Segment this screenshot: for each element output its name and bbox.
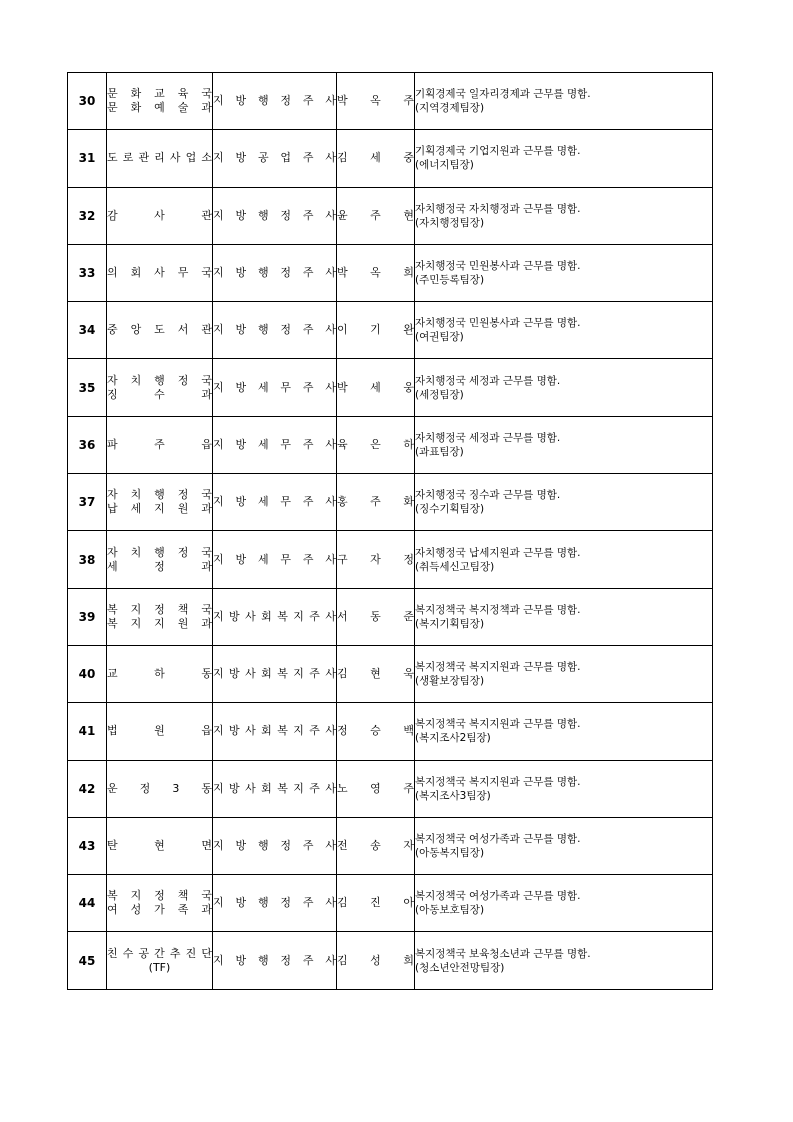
personnel-table-body <box>68 73 713 990</box>
department-cell <box>107 130 213 187</box>
rank-cell <box>213 474 337 531</box>
assignment-note-line: (여권팀장) <box>415 331 464 344</box>
rank-cell <box>213 416 337 473</box>
name-cell <box>337 817 415 874</box>
assignment-note-line: (지역경제팀장) <box>415 102 485 115</box>
department-line: 중 앙 도 서 관 <box>107 323 212 337</box>
department-line: 납 세 지 원 과 <box>107 502 212 516</box>
department-line: 운 정 3 동 <box>107 781 212 795</box>
row-number: 44 <box>68 875 107 932</box>
person-name: 박 세 웅 <box>337 380 414 394</box>
department-line: 복 지 지 원 과 <box>107 616 212 630</box>
row-number: 31 <box>68 130 107 187</box>
rank-text: 지 방 사 회 복 지 주 사 <box>213 609 336 623</box>
table-row <box>68 302 713 359</box>
assignment-note-line: 자치행정국 납세지원과 근무를 명함. <box>415 546 581 559</box>
name-cell <box>337 474 415 531</box>
assignment-note-line: (주민등록팀장) <box>415 274 485 287</box>
rank-text: 지 방 공 업 주 사 <box>213 151 336 165</box>
person-name: 구 자 정 <box>337 552 414 566</box>
name-cell <box>337 531 415 588</box>
row-number: 38 <box>68 531 107 588</box>
rank-cell <box>213 645 337 702</box>
table-row <box>68 588 713 645</box>
department-line: 문 화 교 육 국 <box>107 87 212 101</box>
assignment-note-line: 복지정책국 복지지원과 근무를 명함. <box>415 775 581 788</box>
table-row <box>68 932 713 989</box>
table-row <box>68 703 713 760</box>
row-number: 45 <box>68 932 107 989</box>
row-number: 30 <box>68 73 107 130</box>
row-number: 42 <box>68 760 107 817</box>
department-cell <box>107 73 213 130</box>
department-line: 교 하 동 <box>107 667 212 681</box>
person-name: 박 옥 주 <box>337 94 414 108</box>
assignment-note-line: 복지정책국 복지정책과 근무를 명함. <box>415 603 581 616</box>
rank-cell <box>213 875 337 932</box>
name-cell <box>337 703 415 760</box>
department-cell <box>107 244 213 301</box>
rank-text: 지 방 행 정 주 사 <box>213 839 336 852</box>
assignment-note-line: 기획경제국 일자리경제과 근무를 명함. <box>415 88 591 101</box>
assignment-note-cell <box>415 588 713 645</box>
name-cell <box>337 760 415 817</box>
department-line: 자 치 행 정 국 <box>107 488 212 502</box>
table-row <box>68 760 713 817</box>
rank-text: 지 방 행 정 주 사 <box>213 266 336 280</box>
assignment-note-line: (취득세신고팀장) <box>415 560 495 573</box>
row-number: 37 <box>68 474 107 531</box>
assignment-note-cell <box>415 474 713 531</box>
rank-text: 지 방 행 정 주 사 <box>213 953 336 967</box>
assignment-note-line: (세정팀장) <box>415 388 464 401</box>
department-line: 세 정 과 <box>107 559 212 573</box>
row-number: 32 <box>68 187 107 244</box>
department-line: 복 지 정 책 국 <box>107 889 212 903</box>
assignment-note-cell <box>415 359 713 416</box>
table-row <box>68 875 713 932</box>
assignment-note-cell <box>415 703 713 760</box>
table-row <box>68 130 713 187</box>
department-line: 여 성 가 족 과 <box>107 903 212 917</box>
assignment-note-line: 자치행정국 민원봉사과 근무를 명함. <box>415 260 581 273</box>
assignment-note-line: (자치행정팀장) <box>415 216 485 229</box>
table-row <box>68 474 713 531</box>
assignment-note-line: (복지기획팀장) <box>415 617 485 630</box>
row-number: 33 <box>68 244 107 301</box>
rank-text: 지 방 세 무 주 사 <box>213 437 336 451</box>
department-line: 감 사 관 <box>107 208 212 222</box>
assignment-note-line: 자치행정국 세정과 근무를 명함. <box>415 431 561 444</box>
department-line: 문 화 예 술 과 <box>107 101 212 115</box>
department-line: 친 수 공 간 추 진 단 <box>107 946 212 960</box>
assignment-note-cell <box>415 130 713 187</box>
department-line: 파 주 읍 <box>107 437 212 451</box>
department-line: 법 원 읍 <box>107 724 212 738</box>
name-cell <box>337 187 415 244</box>
table-row <box>68 244 713 301</box>
person-name: 서 동 준 <box>337 609 414 623</box>
department-cell <box>107 588 213 645</box>
rank-text: 지 방 사 회 복 지 주 사 <box>213 667 336 681</box>
rank-cell <box>213 187 337 244</box>
row-number: 43 <box>68 817 107 874</box>
person-name: 박 옥 희 <box>337 266 414 280</box>
rank-cell <box>213 760 337 817</box>
person-name: 정 승 백 <box>337 724 414 738</box>
department-cell <box>107 531 213 588</box>
department-cell <box>107 474 213 531</box>
name-cell <box>337 73 415 130</box>
name-cell <box>337 130 415 187</box>
rank-cell <box>213 817 337 874</box>
rank-text: 지 방 행 정 주 사 <box>213 896 336 910</box>
rank-cell <box>213 130 337 187</box>
department-line: 복 지 정 책 국 <box>107 602 212 616</box>
table-row <box>68 187 713 244</box>
assignment-note-line: 복지정책국 보육청소년과 근무를 명함. <box>415 947 591 960</box>
department-cell <box>107 359 213 416</box>
person-name: 육 은 하 <box>337 437 414 451</box>
assignment-note-line: (아동복지팀장) <box>415 847 485 859</box>
assignment-note-line: 복지정책국 복지지원과 근무를 명함. <box>415 718 581 731</box>
assignment-note-cell <box>415 187 713 244</box>
assignment-note-cell <box>415 531 713 588</box>
department-cell <box>107 760 213 817</box>
assignment-note-cell <box>415 416 713 473</box>
assignment-note-line: 자치행정국 자치행정과 근무를 명함. <box>415 202 581 215</box>
rank-cell <box>213 588 337 645</box>
rank-cell <box>213 932 337 989</box>
rank-text: 지 방 세 무 주 사 <box>213 495 336 509</box>
department-line: 자 치 행 정 국 <box>107 545 212 559</box>
row-number: 36 <box>68 416 107 473</box>
department-line: 도 로 관 리 사 업 소 <box>107 151 212 165</box>
assignment-note-line: (청소년안전망팀장) <box>415 961 505 974</box>
person-name: 이 기 완 <box>337 323 414 337</box>
assignment-note-line: 기획경제국 기업지원과 근무를 명함. <box>415 145 581 158</box>
department-cell <box>107 703 213 760</box>
table-row <box>68 359 713 416</box>
table-row <box>68 73 713 130</box>
person-name: 김 진 아 <box>337 896 414 910</box>
name-cell <box>337 416 415 473</box>
assignment-note-line: (과표팀장) <box>415 445 464 458</box>
table-row <box>68 817 713 874</box>
assignment-note-cell <box>415 932 713 989</box>
person-name: 윤 주 현 <box>337 208 414 222</box>
department-line: 징 수 과 <box>107 387 212 401</box>
assignment-note-line: (생활보장팀장) <box>415 675 485 688</box>
department-line: (TF) <box>148 960 171 974</box>
department-line: 자 치 행 정 국 <box>107 373 212 387</box>
name-cell <box>337 302 415 359</box>
assignment-note-cell <box>415 875 713 932</box>
person-name: 김 성 희 <box>337 953 414 967</box>
rank-text: 지 방 행 정 주 사 <box>213 323 336 337</box>
assignment-note-cell <box>415 760 713 817</box>
person-name: 김 현 욱 <box>337 667 414 681</box>
rank-cell <box>213 359 337 416</box>
person-name: 김 세 중 <box>337 151 414 165</box>
department-cell <box>107 645 213 702</box>
assignment-note-cell <box>415 73 713 130</box>
rank-text: 지 방 행 정 주 사 <box>213 94 336 108</box>
assignment-note-line: 복지정책국 여성가족과 근무를 명함. <box>415 890 581 903</box>
assignment-note-line: (복지조사3팀장) <box>415 789 491 802</box>
department-cell <box>107 875 213 932</box>
assignment-note-line: (아동보호팀장) <box>415 904 485 917</box>
rank-cell <box>213 73 337 130</box>
name-cell <box>337 359 415 416</box>
person-name: 홍 주 화 <box>337 495 414 509</box>
row-number: 34 <box>68 302 107 359</box>
name-cell <box>337 588 415 645</box>
assignment-note-line: (에너지팀장) <box>415 159 474 172</box>
row-number: 39 <box>68 588 107 645</box>
row-number: 35 <box>68 359 107 416</box>
assignment-note-line: 자치행정국 민원봉사과 근무를 명함. <box>415 317 581 330</box>
table-row <box>68 645 713 702</box>
rank-text: 지 방 세 무 주 사 <box>213 380 336 394</box>
assignment-note-cell <box>415 244 713 301</box>
assignment-note-cell <box>415 302 713 359</box>
person-name: 노 영 주 <box>337 781 414 795</box>
name-cell <box>337 645 415 702</box>
person-name: 전 송 자 <box>337 839 414 852</box>
department-cell <box>107 932 213 989</box>
assignment-note-line: (복지조사2팀장) <box>415 732 491 745</box>
assignment-note-line: 복지정책국 복지지원과 근무를 명함. <box>415 661 581 674</box>
assignment-note-line: 복지정책국 여성가족과 근무를 명함. <box>415 833 581 845</box>
department-line: 의 회 사 무 국 <box>107 266 212 280</box>
rank-cell <box>213 703 337 760</box>
rank-cell <box>213 302 337 359</box>
department-line: 탄 현 면 <box>107 839 212 852</box>
assignment-note-cell <box>415 817 713 874</box>
rank-text: 지 방 세 무 주 사 <box>213 552 336 566</box>
rank-text: 지 방 사 회 복 지 주 사 <box>213 724 336 738</box>
table-row <box>68 531 713 588</box>
name-cell <box>337 244 415 301</box>
assignment-note-line: 자치행정국 징수과 근무를 명함. <box>415 489 561 502</box>
table-row <box>68 416 713 473</box>
assignment-note-line: 자치행정국 세정과 근무를 명함. <box>415 374 561 387</box>
department-cell <box>107 302 213 359</box>
name-cell <box>337 875 415 932</box>
rank-text: 지 방 사 회 복 지 주 사 <box>213 781 336 795</box>
rank-text: 지 방 행 정 주 사 <box>213 208 336 222</box>
department-cell <box>107 817 213 874</box>
assignment-note-cell <box>415 645 713 702</box>
department-cell <box>107 416 213 473</box>
rank-cell <box>213 244 337 301</box>
rank-cell <box>213 531 337 588</box>
row-number: 40 <box>68 645 107 702</box>
assignment-note-line: (징수기획팀장) <box>415 503 485 516</box>
name-cell <box>337 932 415 989</box>
row-number: 41 <box>68 703 107 760</box>
personnel-table <box>67 72 713 990</box>
department-cell <box>107 187 213 244</box>
